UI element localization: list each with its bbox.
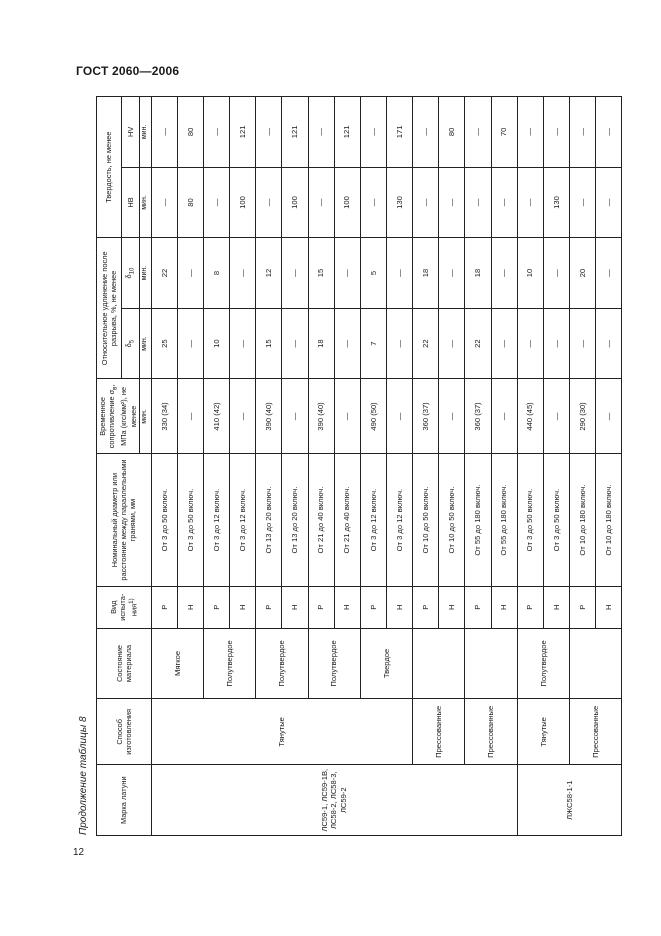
cell-hv: 70 (491, 97, 517, 168)
cell-diameter: От 10 до 50 включ. (439, 454, 465, 586)
cell-delta5: 22 (465, 308, 491, 379)
cell-delta5: — (177, 308, 203, 379)
cell-state: Твердое (360, 628, 412, 699)
cell-state: Полутвердое (308, 628, 360, 699)
cell-delta5: — (439, 308, 465, 379)
cell-test-type: Н (439, 586, 465, 628)
cell-hb: — (596, 167, 622, 238)
header-delta5-sub: 5 (128, 339, 136, 344)
cell-hv: 121 (282, 97, 308, 168)
cell-delta10: — (386, 238, 412, 309)
header-delta5-sym: δ (124, 343, 134, 348)
cell-delta5: 25 (151, 308, 177, 379)
header-tensile-l1: Временное сопротивление σ (98, 389, 117, 449)
cell-delta5: 7 (360, 308, 386, 379)
cell-tensile: — (177, 379, 203, 454)
cell-tensile: — (491, 379, 517, 454)
cell-state (569, 628, 621, 699)
header-delta10-sub: 10 (128, 267, 136, 275)
cell-state: Полутвердое (256, 628, 308, 699)
cell-delta5: — (334, 308, 360, 379)
table-row (465, 97, 491, 836)
cell-test-type: Н (230, 586, 256, 628)
cell-diameter: От 55 до 180 включ. (491, 454, 517, 586)
document-header: ГОСТ 2060—2006 (76, 64, 180, 78)
cell-delta10: 15 (308, 238, 334, 309)
cell-hv: 121 (334, 97, 360, 168)
cell-delta5: 10 (203, 308, 229, 379)
cell-method: Тянутые (151, 699, 412, 765)
header-state: Состояние материала (97, 628, 152, 699)
cell-test-type: Р (151, 586, 177, 628)
table-row (569, 97, 595, 836)
cell-delta5: — (517, 308, 543, 379)
cell-state: Полутвердое (517, 628, 569, 699)
cell-hv: — (308, 97, 334, 168)
header-min: мин. (139, 238, 151, 309)
cell-hv: — (569, 97, 595, 168)
cell-test-type: Р (465, 586, 491, 628)
cell-test-type: Н (491, 586, 517, 628)
header-min: мин. (139, 308, 151, 379)
cell-diameter: От 3 до 50 включ. (543, 454, 569, 586)
cell-hb: 130 (386, 167, 412, 238)
cell-delta5: — (596, 308, 622, 379)
cell-delta10: 12 (256, 238, 282, 309)
cell-tensile: 390 (40) (308, 379, 334, 454)
cell-state (413, 628, 465, 699)
cell-diameter: От 13 до 20 включ. (282, 454, 308, 586)
header-hv: HV (122, 97, 140, 168)
cell-hv: — (596, 97, 622, 168)
cell-test-type: Н (334, 586, 360, 628)
header-elongation: Относительное удлинение после разрыва, %, не менее (97, 238, 122, 379)
cell-tensile: — (439, 379, 465, 454)
header-delta5 (122, 308, 140, 379)
header-method: Способ изготовления (97, 699, 152, 765)
header-min: мин. (139, 167, 151, 238)
cell-hb: — (465, 167, 491, 238)
table-row (517, 97, 543, 836)
cell-delta10: 20 (569, 238, 595, 309)
cell-delta10: — (439, 238, 465, 309)
cell-hv: 80 (177, 97, 203, 168)
cell-delta10: 10 (517, 238, 543, 309)
cell-diameter: От 3 до 12 включ. (360, 454, 386, 586)
cell-test-type: Р (308, 586, 334, 628)
cell-method: Прессованные (569, 699, 621, 765)
cell-hb: — (308, 167, 334, 238)
cell-delta5: — (569, 308, 595, 379)
cell-state: Полутвердое (203, 628, 255, 699)
cell-hb: 100 (230, 167, 256, 238)
cell-diameter: От 55 до 180 включ. (465, 454, 491, 586)
header-delta10-sym: δ (124, 274, 134, 279)
header-delta10 (122, 238, 140, 309)
cell-test-type: Р (413, 586, 439, 628)
cell-diameter: От 3 до 12 включ. (230, 454, 256, 586)
table-body (151, 97, 622, 836)
header-hb: НВ (122, 167, 140, 238)
cell-state: Мягкое (151, 628, 203, 699)
cell-test-type: Н (282, 586, 308, 628)
cell-method: Прессованные (413, 699, 465, 765)
cell-method: Тянутые (517, 699, 569, 765)
cell-tensile: — (230, 379, 256, 454)
header-tensile-l2: , МПа (кгс/мм²), не менее (107, 384, 138, 446)
cell-delta10: 18 (465, 238, 491, 309)
cell-tensile: — (386, 379, 412, 454)
cell-test-type: Р (360, 586, 386, 628)
cell-tensile: 360 (37) (465, 379, 491, 454)
cell-hv: — (465, 97, 491, 168)
cell-delta5: — (386, 308, 412, 379)
cell-delta5: 18 (308, 308, 334, 379)
cell-hv: 171 (386, 97, 412, 168)
cell-hb: — (569, 167, 595, 238)
cell-tensile: — (334, 379, 360, 454)
cell-hb: — (151, 167, 177, 238)
cell-hv: — (256, 97, 282, 168)
cell-hb: — (413, 167, 439, 238)
cell-hv: 80 (439, 97, 465, 168)
cell-diameter: От 3 до 12 включ. (386, 454, 412, 586)
cell-delta10: 18 (413, 238, 439, 309)
cell-tensile: 330 (34) (151, 379, 177, 454)
cell-tensile: 490 (50) (360, 379, 386, 454)
header-diameter: Номинальный диаметр или расстояние между параллельными гранями, мм (97, 454, 152, 586)
cell-delta10: 8 (203, 238, 229, 309)
header-min: мин. (139, 379, 151, 454)
cell-delta5: — (543, 308, 569, 379)
cell-test-type: Н (543, 586, 569, 628)
cell-diameter: От 10 до 180 включ. (569, 454, 595, 586)
cell-delta10: — (282, 238, 308, 309)
cell-diameter: От 3 до 12 включ. (203, 454, 229, 586)
header-tensile (97, 379, 140, 454)
cell-delta5: — (491, 308, 517, 379)
cell-hb: — (360, 167, 386, 238)
table-row (413, 97, 439, 836)
header-grade: Марка латуни (97, 765, 152, 836)
cell-test-type: Н (386, 586, 412, 628)
cell-hb: — (203, 167, 229, 238)
header-hardness: Твердость, не менее (97, 97, 122, 238)
page-number: 12 (73, 847, 85, 858)
cell-delta10: 22 (151, 238, 177, 309)
cell-hb: — (517, 167, 543, 238)
cell-diameter: От 21 до 40 включ. (308, 454, 334, 586)
cell-grade: ЛЖС58-1-1 (517, 765, 622, 836)
cell-hb: — (439, 167, 465, 238)
cell-grade: ЛС59-1, ЛС59-1В, ЛС58-2, ЛС58-3, ЛС59-2 (151, 765, 517, 836)
cell-test-type: Р (256, 586, 282, 628)
cell-delta10: — (491, 238, 517, 309)
cell-diameter: От 3 до 50 включ. (151, 454, 177, 586)
cell-diameter: От 10 до 50 включ. (413, 454, 439, 586)
header-test-type-note: 1) (127, 598, 135, 604)
cell-hv: — (360, 97, 386, 168)
properties-table (96, 96, 622, 836)
cell-delta10: — (230, 238, 256, 309)
cell-hb: 80 (177, 167, 203, 238)
cell-delta10: — (596, 238, 622, 309)
cell-hb: 100 (334, 167, 360, 238)
table-row (151, 97, 177, 836)
cell-tensile: — (596, 379, 622, 454)
header-test-type-text: Вид испыта-ния (109, 593, 139, 621)
cell-test-type: Н (596, 586, 622, 628)
cell-delta10: — (177, 238, 203, 309)
cell-test-type: Р (203, 586, 229, 628)
cell-hv: — (151, 97, 177, 168)
cell-tensile: — (543, 379, 569, 454)
cell-test-type: Р (517, 586, 543, 628)
cell-hb: 130 (543, 167, 569, 238)
cell-delta5: 22 (413, 308, 439, 379)
cell-delta10: — (543, 238, 569, 309)
cell-hv: — (413, 97, 439, 168)
cell-delta5: — (282, 308, 308, 379)
cell-delta5: — (230, 308, 256, 379)
cell-diameter: От 13 до 20 включ. (256, 454, 282, 586)
cell-diameter: От 3 до 50 включ. (517, 454, 543, 586)
cell-diameter: От 3 до 50 включ. (177, 454, 203, 586)
cell-test-type: Р (569, 586, 595, 628)
cell-method: Прессованные (465, 699, 517, 765)
cell-delta5: 15 (256, 308, 282, 379)
header-tensile-sub: в (111, 386, 119, 390)
cell-hv: — (543, 97, 569, 168)
cell-hb: — (256, 167, 282, 238)
cell-hv: 121 (230, 97, 256, 168)
cell-tensile: 390 (40) (256, 379, 282, 454)
cell-tensile: 440 (45) (517, 379, 543, 454)
cell-delta10: — (334, 238, 360, 309)
cell-state (465, 628, 517, 699)
rotated-table-container (96, 96, 616, 836)
cell-tensile: — (282, 379, 308, 454)
cell-tensile: 290 (30) (569, 379, 595, 454)
cell-delta10: 5 (360, 238, 386, 309)
table-caption: Продолжение таблицы 8 (78, 716, 89, 835)
header-min: мин. (139, 97, 151, 168)
cell-hv: — (203, 97, 229, 168)
cell-hb: 100 (282, 167, 308, 238)
cell-test-type: Н (177, 586, 203, 628)
cell-diameter: От 21 до 40 включ. (334, 454, 360, 586)
header-test-type (97, 586, 152, 628)
cell-diameter: От 10 до 180 включ. (596, 454, 622, 586)
cell-tensile: 410 (42) (203, 379, 229, 454)
cell-hv: — (517, 97, 543, 168)
cell-hb: — (491, 167, 517, 238)
cell-tensile: 360 (37) (413, 379, 439, 454)
